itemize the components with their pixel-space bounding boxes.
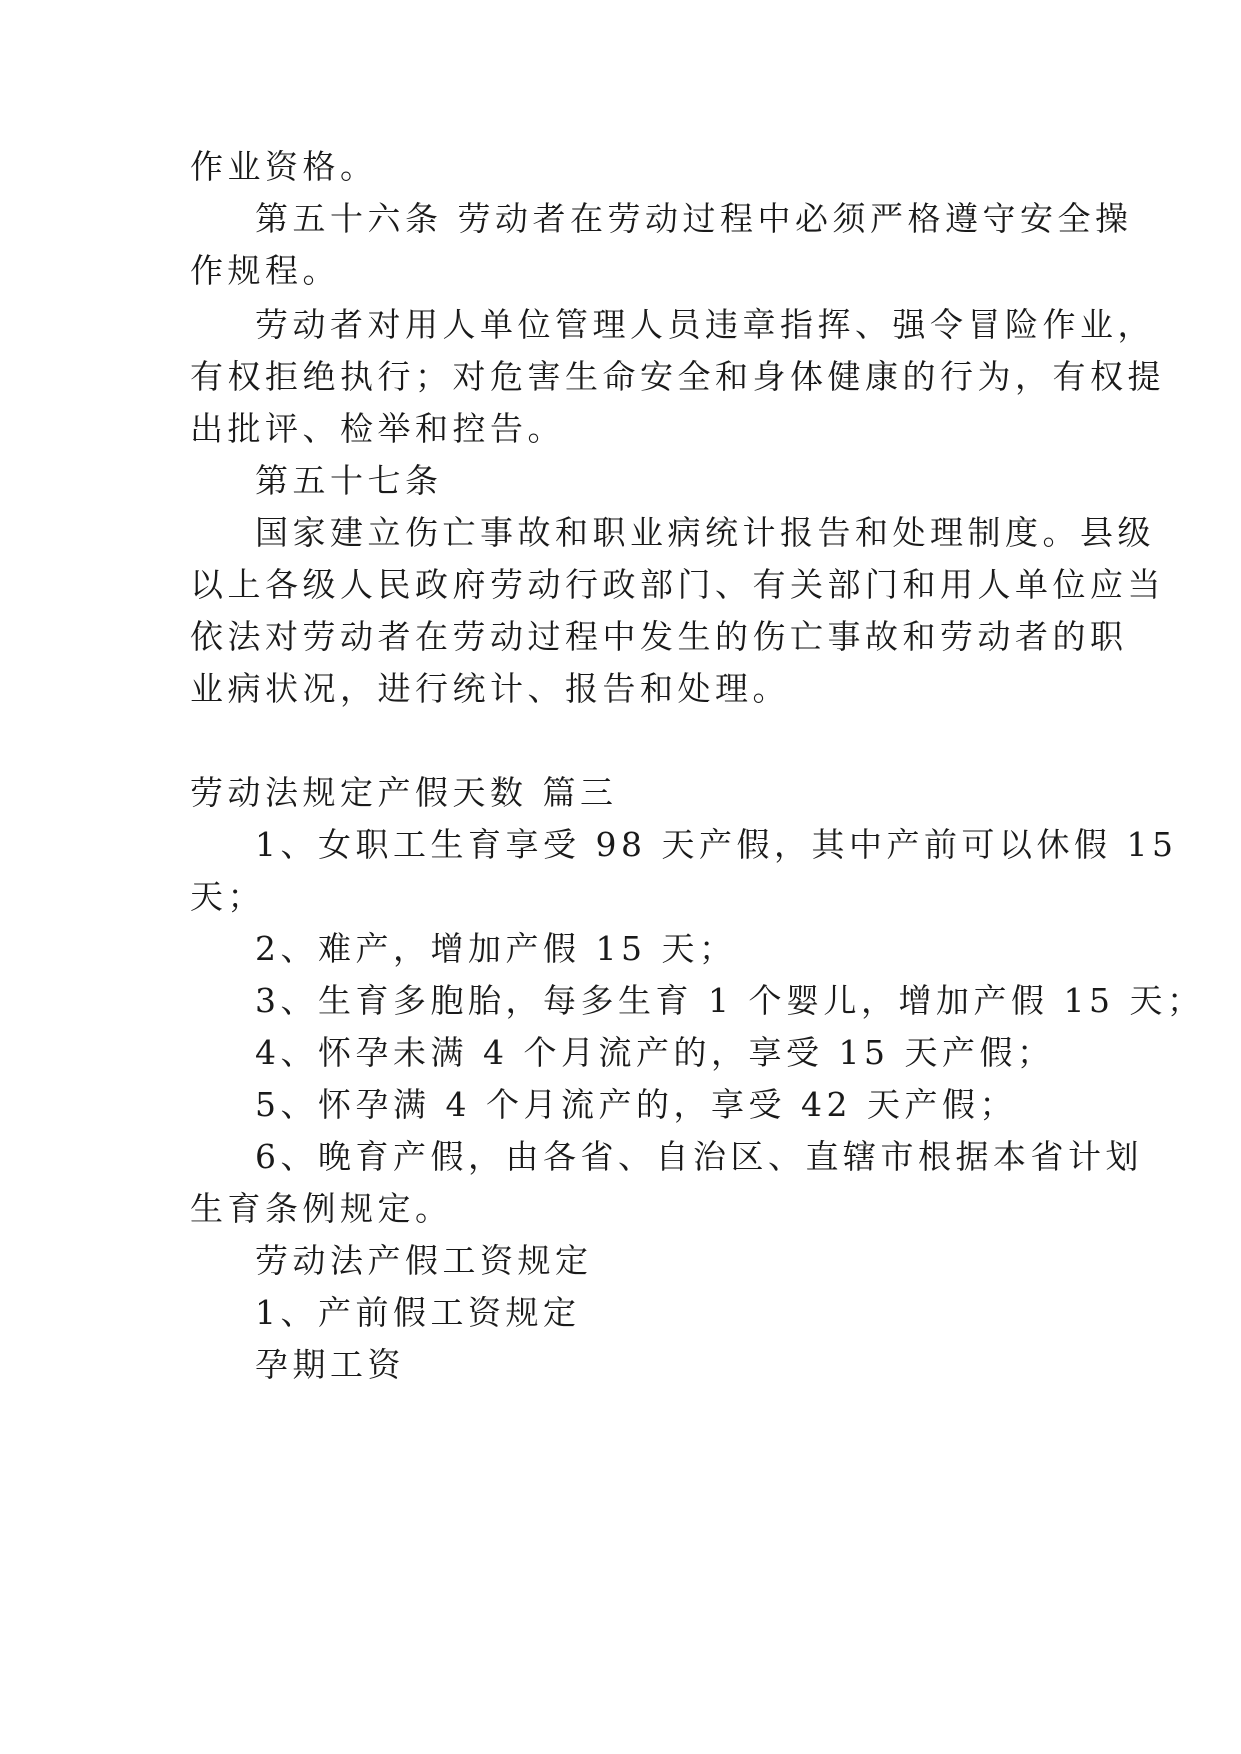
list-item: 6、晚育产假，由各省、自治区、直辖市根据本省计划 [255, 1137, 1143, 1176]
paragraph-start: 国家建立伤亡事故和职业病统计报告和处理制度。县级 [255, 513, 1155, 552]
text-line: 依法对劳动者在劳动过程中发生的伤亡事故和劳动者的职 [190, 617, 1128, 656]
list-item: 4、怀孕未满 4 个月流产的，享受 15 天产假； [255, 1033, 1055, 1072]
subheading: 孕期工资 [255, 1345, 405, 1384]
list-item: 1、女职工生育享受 98 天产假，其中产前可以休假 15 [255, 825, 1178, 864]
list-item: 3、生育多胞胎，每多生育 1 个婴儿，增加产假 15 天； [255, 981, 1205, 1020]
text-line: 有权拒绝执行；对危害生命安全和身体健康的行为，有权提 [190, 357, 1165, 396]
article-56-heading: 第五十六条 劳动者在劳动过程中必须严格遵守安全操 [255, 199, 1133, 238]
section-title: 劳动法规定产假天数 篇三 [190, 773, 618, 812]
text-line: 天； [190, 877, 265, 916]
text-line: 业病状况，进行统计、报告和处理。 [190, 669, 790, 708]
text-line: 以上各级人民政府劳动行政部门、有关部门和用人单位应当 [190, 565, 1165, 604]
article-57-heading: 第五十七条 [255, 461, 443, 500]
list-item: 5、怀孕满 4 个月流产的，享受 42 天产假； [255, 1085, 1017, 1124]
text-line: 作规程。 [190, 251, 340, 290]
text-line: 作业资格。 [190, 147, 378, 186]
text-line: 生育条例规定。 [190, 1189, 453, 1228]
subheading: 1、产前假工资规定 [255, 1293, 581, 1332]
text-line: 出批评、检举和控告。 [190, 409, 565, 448]
list-item: 2、难产，增加产假 15 天； [255, 929, 737, 968]
subheading: 劳动法产假工资规定 [255, 1241, 593, 1280]
paragraph-start: 劳动者对用人单位管理人员违章指挥、强令冒险作业， [255, 305, 1155, 344]
